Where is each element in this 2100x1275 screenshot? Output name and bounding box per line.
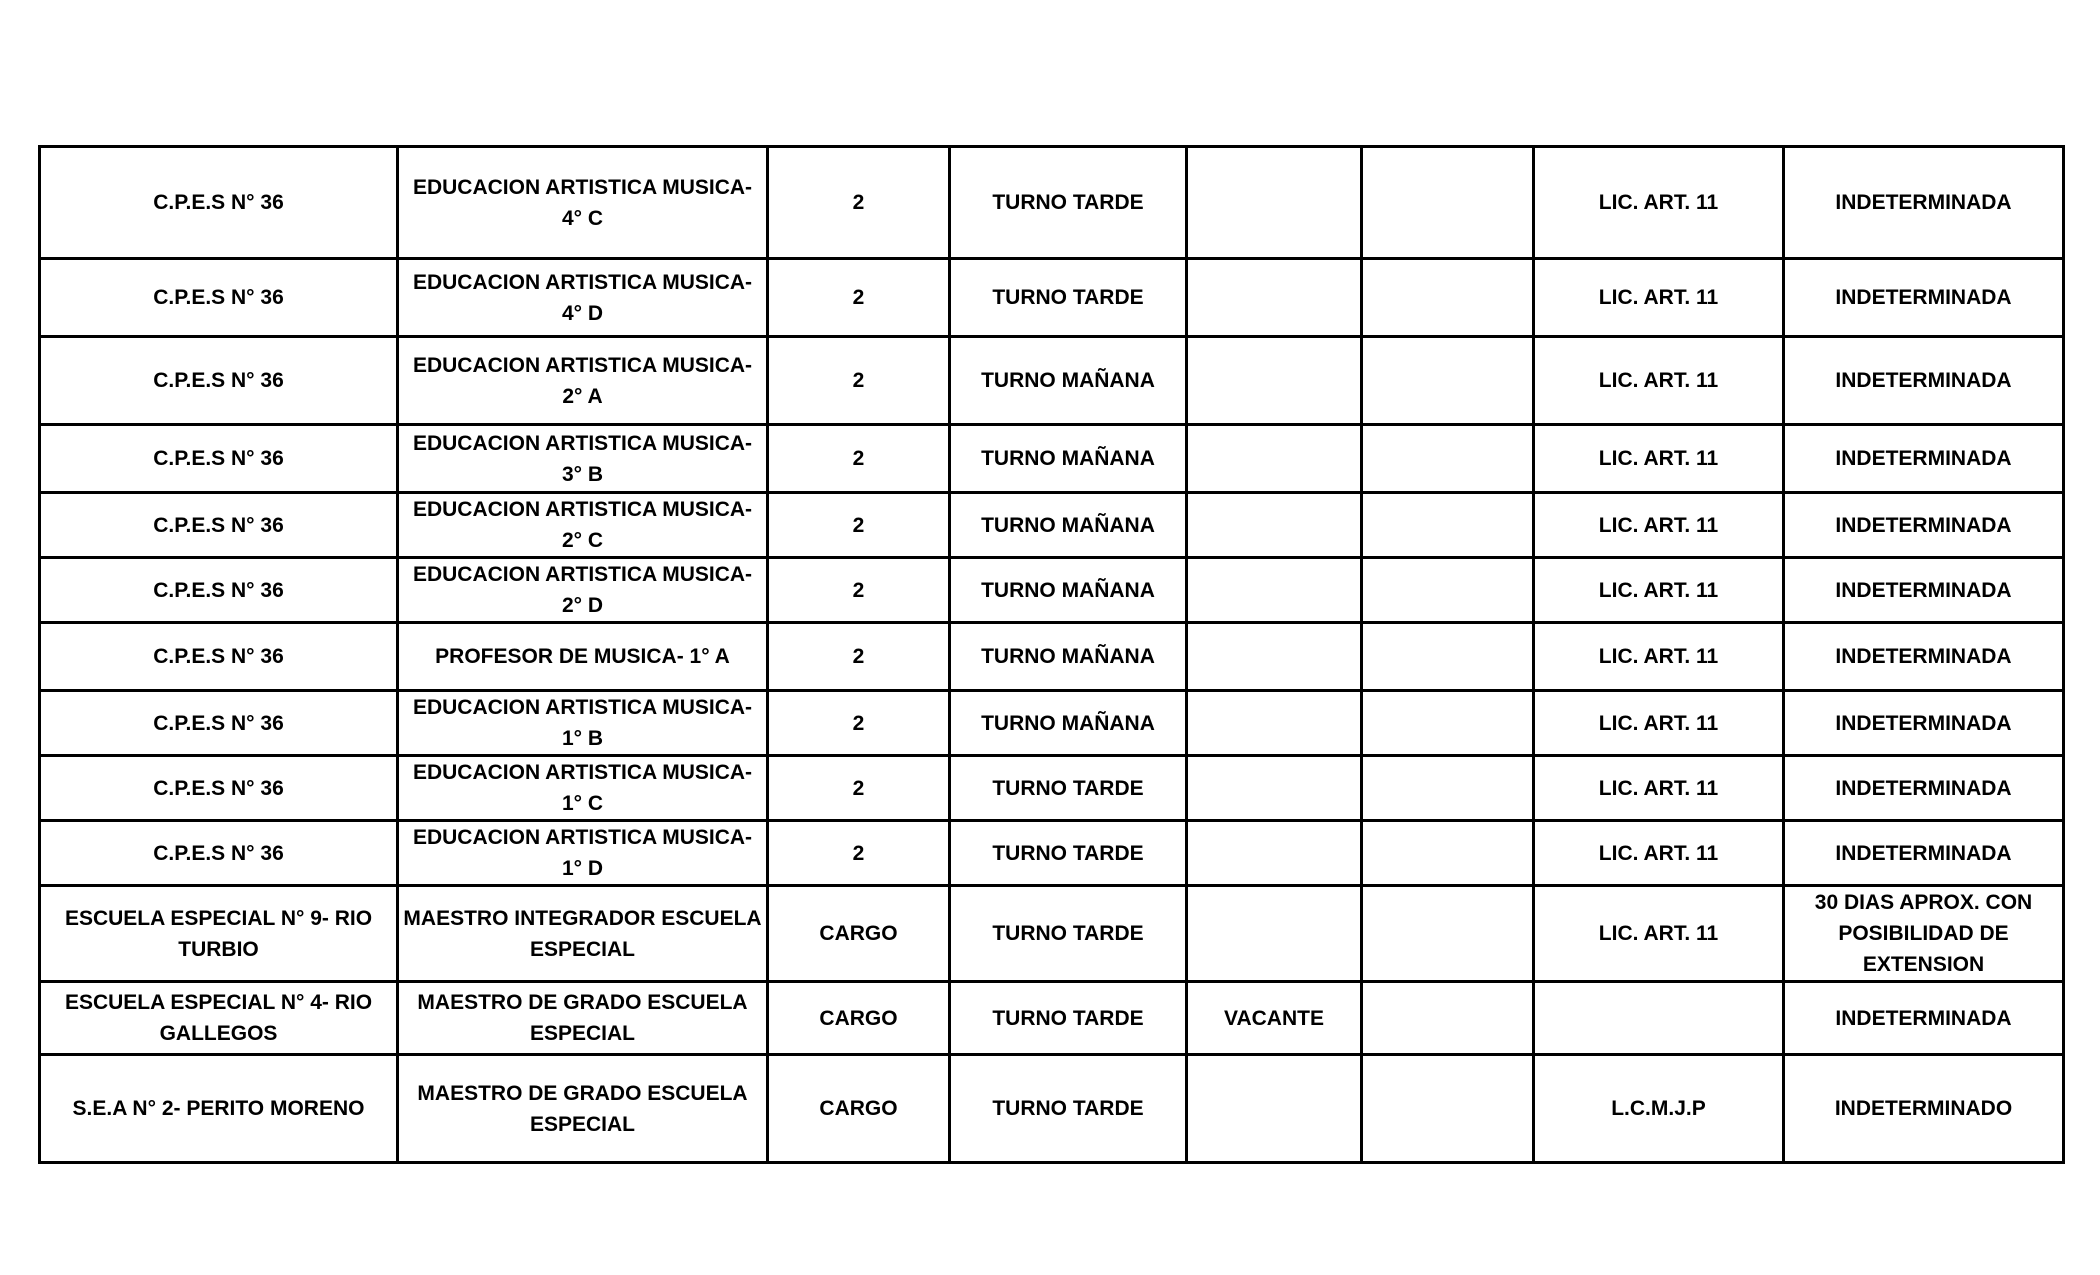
spreadsheet-page xyxy=(38,145,2062,1164)
hours-cell: CARGO xyxy=(768,886,950,982)
extra-cell xyxy=(1362,337,1534,425)
status-cell xyxy=(1187,259,1362,337)
school-cell: C.P.E.S N° 36 xyxy=(40,493,398,558)
school-cell: C.P.E.S N° 36 xyxy=(40,259,398,337)
duration-cell: INDETERMINADA xyxy=(1784,691,2064,756)
table-row xyxy=(40,558,2064,623)
duration-cell: INDETERMINADO xyxy=(1784,1055,2064,1163)
reason-cell: LIC. ART. 11 xyxy=(1534,558,1784,623)
hours-cell: CARGO xyxy=(768,982,950,1055)
hours-cell: 2 xyxy=(768,493,950,558)
school-cell: C.P.E.S N° 36 xyxy=(40,756,398,821)
extra-cell xyxy=(1362,493,1534,558)
subject-cell: EDUCACION ARTISTICA MUSICA- 1° D xyxy=(398,821,768,886)
school-cell: C.P.E.S N° 36 xyxy=(40,425,398,493)
extra-cell xyxy=(1362,558,1534,623)
table-row xyxy=(40,886,2064,982)
reason-cell: LIC. ART. 11 xyxy=(1534,623,1784,691)
table-row xyxy=(40,821,2064,886)
school-cell: S.E.A N° 2- PERITO MORENO xyxy=(40,1055,398,1163)
duration-cell: INDETERMINADA xyxy=(1784,982,2064,1055)
reason-cell: LIC. ART. 11 xyxy=(1534,147,1784,259)
school-cell: C.P.E.S N° 36 xyxy=(40,623,398,691)
hours-cell: 2 xyxy=(768,558,950,623)
duration-cell: INDETERMINADA xyxy=(1784,425,2064,493)
extra-cell xyxy=(1362,623,1534,691)
extra-cell xyxy=(1362,691,1534,756)
shift-cell: TURNO TARDE xyxy=(950,756,1187,821)
duration-cell: INDETERMINADA xyxy=(1784,337,2064,425)
status-cell xyxy=(1187,337,1362,425)
extra-cell xyxy=(1362,756,1534,821)
shift-cell: TURNO MAÑANA xyxy=(950,493,1187,558)
shift-cell: TURNO TARDE xyxy=(950,821,1187,886)
school-cell: C.P.E.S N° 36 xyxy=(40,821,398,886)
school-cell: C.P.E.S N° 36 xyxy=(40,147,398,259)
duration-cell: INDETERMINADA xyxy=(1784,756,2064,821)
table-row xyxy=(40,756,2064,821)
extra-cell xyxy=(1362,982,1534,1055)
hours-cell: 2 xyxy=(768,259,950,337)
table-row xyxy=(40,1055,2064,1163)
subject-cell: EDUCACION ARTISTICA MUSICA- 3° B xyxy=(398,425,768,493)
extra-cell xyxy=(1362,425,1534,493)
subject-cell: EDUCACION ARTISTICA MUSICA- 1° B xyxy=(398,691,768,756)
duration-cell: INDETERMINADA xyxy=(1784,558,2064,623)
subject-cell: EDUCACION ARTISTICA MUSICA- 4° D xyxy=(398,259,768,337)
reason-cell: LIC. ART. 11 xyxy=(1534,337,1784,425)
school-cell: C.P.E.S N° 36 xyxy=(40,558,398,623)
status-cell xyxy=(1187,493,1362,558)
table-row xyxy=(40,259,2064,337)
status-cell xyxy=(1187,558,1362,623)
subject-cell: EDUCACION ARTISTICA MUSICA- 2° C xyxy=(398,493,768,558)
subject-cell: MAESTRO INTEGRADOR ESCUELA ESPECIAL xyxy=(398,886,768,982)
table-row xyxy=(40,425,2064,493)
subject-cell: EDUCACION ARTISTICA MUSICA- 2° D xyxy=(398,558,768,623)
table-row xyxy=(40,691,2064,756)
table-row xyxy=(40,337,2064,425)
shift-cell: TURNO MAÑANA xyxy=(950,425,1187,493)
status-cell xyxy=(1187,691,1362,756)
table-row xyxy=(40,147,2064,259)
status-cell xyxy=(1187,886,1362,982)
shift-cell: TURNO MAÑANA xyxy=(950,691,1187,756)
duration-cell: 30 DIAS APROX. CON POSIBILIDAD DE EXTENSION xyxy=(1784,886,2064,982)
hours-cell: 2 xyxy=(768,337,950,425)
subject-cell: EDUCACION ARTISTICA MUSICA- 2° A xyxy=(398,337,768,425)
reason-cell: LIC. ART. 11 xyxy=(1534,886,1784,982)
table-row xyxy=(40,623,2064,691)
table-row xyxy=(40,493,2064,558)
status-cell xyxy=(1187,425,1362,493)
reason-cell: LIC. ART. 11 xyxy=(1534,691,1784,756)
reason-cell xyxy=(1534,982,1784,1055)
shift-cell: TURNO TARDE xyxy=(950,1055,1187,1163)
shift-cell: TURNO MAÑANA xyxy=(950,623,1187,691)
hours-cell: 2 xyxy=(768,691,950,756)
hours-cell: 2 xyxy=(768,623,950,691)
subject-cell: PROFESOR DE MUSICA- 1° A xyxy=(398,623,768,691)
duration-cell: INDETERMINADA xyxy=(1784,493,2064,558)
table-body xyxy=(40,147,2064,1163)
status-cell xyxy=(1187,623,1362,691)
duration-cell: INDETERMINADA xyxy=(1784,147,2064,259)
shift-cell: TURNO TARDE xyxy=(950,886,1187,982)
shift-cell: TURNO TARDE xyxy=(950,982,1187,1055)
vacancy-table xyxy=(38,145,2065,1164)
reason-cell: L.C.M.J.P xyxy=(1534,1055,1784,1163)
reason-cell: LIC. ART. 11 xyxy=(1534,493,1784,558)
reason-cell: LIC. ART. 11 xyxy=(1534,259,1784,337)
duration-cell: INDETERMINADA xyxy=(1784,821,2064,886)
shift-cell: TURNO TARDE xyxy=(950,259,1187,337)
extra-cell xyxy=(1362,821,1534,886)
shift-cell: TURNO MAÑANA xyxy=(950,558,1187,623)
school-cell: ESCUELA ESPECIAL N° 4- RIO GALLEGOS xyxy=(40,982,398,1055)
extra-cell xyxy=(1362,259,1534,337)
subject-cell: EDUCACION ARTISTICA MUSICA- 1° C xyxy=(398,756,768,821)
reason-cell: LIC. ART. 11 xyxy=(1534,821,1784,886)
subject-cell: MAESTRO DE GRADO ESCUELA ESPECIAL xyxy=(398,1055,768,1163)
status-cell xyxy=(1187,821,1362,886)
status-cell: VACANTE xyxy=(1187,982,1362,1055)
subject-cell: MAESTRO DE GRADO ESCUELA ESPECIAL xyxy=(398,982,768,1055)
status-cell xyxy=(1187,1055,1362,1163)
reason-cell: LIC. ART. 11 xyxy=(1534,756,1784,821)
duration-cell: INDETERMINADA xyxy=(1784,259,2064,337)
hours-cell: 2 xyxy=(768,821,950,886)
shift-cell: TURNO TARDE xyxy=(950,147,1187,259)
extra-cell xyxy=(1362,147,1534,259)
duration-cell: INDETERMINADA xyxy=(1784,623,2064,691)
hours-cell: 2 xyxy=(768,756,950,821)
status-cell xyxy=(1187,147,1362,259)
extra-cell xyxy=(1362,886,1534,982)
hours-cell: 2 xyxy=(768,147,950,259)
table-row xyxy=(40,982,2064,1055)
hours-cell: CARGO xyxy=(768,1055,950,1163)
reason-cell: LIC. ART. 11 xyxy=(1534,425,1784,493)
subject-cell: EDUCACION ARTISTICA MUSICA- 4° C xyxy=(398,147,768,259)
school-cell: C.P.E.S N° 36 xyxy=(40,337,398,425)
school-cell: C.P.E.S N° 36 xyxy=(40,691,398,756)
extra-cell xyxy=(1362,1055,1534,1163)
hours-cell: 2 xyxy=(768,425,950,493)
shift-cell: TURNO MAÑANA xyxy=(950,337,1187,425)
school-cell: ESCUELA ESPECIAL N° 9- RIO TURBIO xyxy=(40,886,398,982)
status-cell xyxy=(1187,756,1362,821)
